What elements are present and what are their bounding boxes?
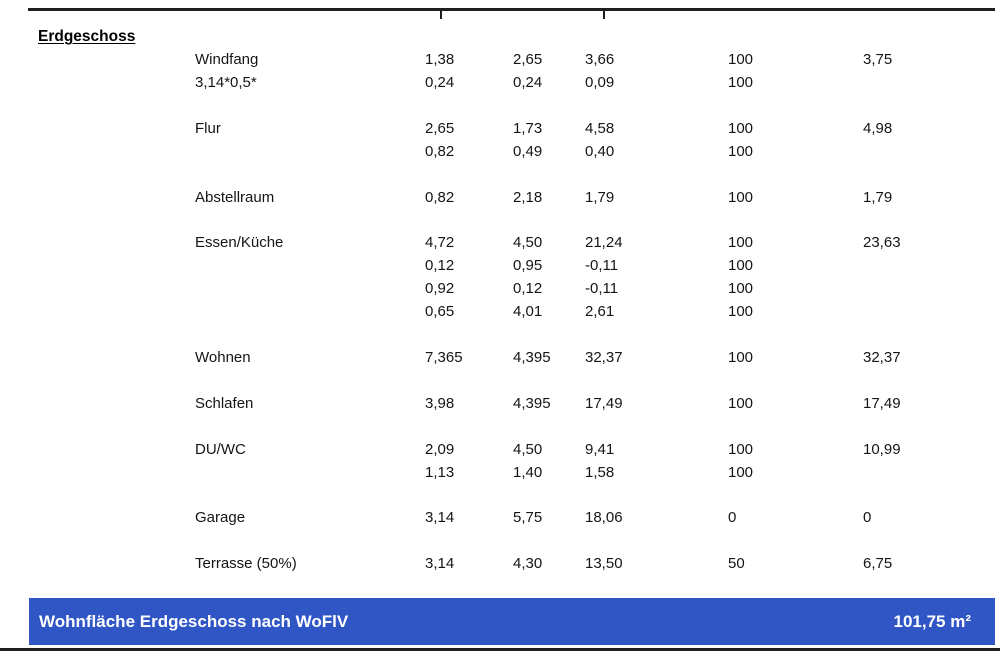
value-cell: 0,24 xyxy=(513,74,543,91)
value-cell: 100 xyxy=(728,303,754,321)
value-cell: 2,65 xyxy=(513,51,543,68)
value-cell: 4,72 xyxy=(425,234,455,252)
table-row xyxy=(0,392,1000,415)
value-cell: 9,41 xyxy=(585,440,615,458)
value-cell: -0,11 xyxy=(585,280,619,298)
summary-banner xyxy=(29,598,995,645)
row-group xyxy=(0,346,1000,369)
value-cell: 100 xyxy=(728,440,754,458)
value-cell: 1,38 xyxy=(425,51,455,68)
value-cell: 17,49 xyxy=(863,394,901,412)
row-group xyxy=(0,186,1000,209)
row-group xyxy=(0,392,1000,415)
value-cell: 100 xyxy=(728,463,754,481)
room-label: Essen/Küche xyxy=(195,234,284,252)
value-cell: 0,92 xyxy=(425,280,455,298)
value-cell: 3,98 xyxy=(425,394,455,412)
row-group xyxy=(0,438,1000,484)
value-cell: 23,63 xyxy=(863,234,901,252)
column-tick xyxy=(603,11,605,19)
value-cell: 100 xyxy=(728,119,754,137)
value-cell: 6,75 xyxy=(863,555,893,572)
value-cell: 21,24 xyxy=(585,234,623,252)
room-label: Flur xyxy=(195,119,221,137)
value-cell: -0,11 xyxy=(585,257,619,275)
value-cell: 100 xyxy=(728,51,754,68)
value-cell: 1,79 xyxy=(863,188,893,206)
value-cell: 100 xyxy=(728,234,754,252)
table-row xyxy=(0,48,1000,71)
value-cell: 3,75 xyxy=(863,51,893,68)
bottom-rule xyxy=(0,648,1000,651)
table-row xyxy=(0,277,1000,300)
room-label: Windfang xyxy=(195,51,259,68)
value-cell: 0 xyxy=(728,509,737,527)
table-row xyxy=(0,346,1000,369)
value-cell: 4,98 xyxy=(863,119,893,137)
value-cell: 100 xyxy=(728,188,754,206)
value-cell: 1,13 xyxy=(425,463,455,481)
value-cell: 3,66 xyxy=(585,51,615,68)
row-group xyxy=(0,231,1000,323)
table-row xyxy=(0,506,1000,529)
value-cell: 5,75 xyxy=(513,509,543,527)
value-cell: 0,49 xyxy=(513,142,543,160)
value-cell: 4,30 xyxy=(513,555,543,572)
value-cell: 10,99 xyxy=(863,440,901,458)
value-cell: 2,61 xyxy=(585,303,615,321)
table-row xyxy=(0,552,1000,575)
value-cell: 0,82 xyxy=(425,188,455,206)
table-row xyxy=(0,461,1000,484)
value-cell: 1,79 xyxy=(585,188,615,206)
table-row xyxy=(0,254,1000,277)
table-row xyxy=(0,140,1000,163)
value-cell: 0,40 xyxy=(585,142,615,160)
value-cell: 4,50 xyxy=(513,440,543,458)
value-cell: 4,395 xyxy=(513,349,551,366)
table-row xyxy=(0,117,1000,140)
table-row xyxy=(0,438,1000,461)
value-cell: 0 xyxy=(863,509,872,527)
value-cell: 0,12 xyxy=(425,257,455,275)
value-cell: 100 xyxy=(728,142,754,160)
value-cell: 0,95 xyxy=(513,257,543,275)
value-cell: 32,37 xyxy=(863,349,901,366)
value-cell: 13,50 xyxy=(585,555,623,572)
value-cell: 100 xyxy=(728,257,754,275)
value-cell: 1,73 xyxy=(513,119,543,137)
value-cell: 2,09 xyxy=(425,440,455,458)
row-group xyxy=(0,552,1000,575)
value-cell: 1,40 xyxy=(513,463,543,481)
value-cell: 2,65 xyxy=(425,119,455,137)
value-cell: 3,14 xyxy=(425,509,455,527)
value-cell: 0,82 xyxy=(425,142,455,160)
row-group xyxy=(0,506,1000,529)
room-label: Schlafen xyxy=(195,394,254,412)
column-tick xyxy=(440,11,442,19)
value-cell: 1,58 xyxy=(585,463,615,481)
value-cell: 4,50 xyxy=(513,234,543,252)
room-label: Terrasse (50%) xyxy=(195,555,297,572)
value-cell: 0,24 xyxy=(425,74,455,91)
value-cell: 32,37 xyxy=(585,349,623,366)
table-row xyxy=(0,186,1000,209)
value-cell: 17,49 xyxy=(585,394,623,412)
value-cell: 50 xyxy=(728,555,745,572)
row-group xyxy=(0,117,1000,163)
summary-label: Wohnfläche Erdgeschoss nach WoFlV xyxy=(39,611,349,631)
table-row xyxy=(0,300,1000,323)
table-row xyxy=(0,71,1000,94)
value-cell: 4,395 xyxy=(513,394,551,412)
summary-value: 101,75 m² xyxy=(893,611,971,631)
value-cell: 7,365 xyxy=(425,349,463,366)
value-cell: 100 xyxy=(728,74,754,91)
table-row xyxy=(0,231,1000,254)
value-cell: 18,06 xyxy=(585,509,623,527)
room-label: 3,14*0,5* xyxy=(195,74,257,91)
room-label: Garage xyxy=(195,509,246,527)
area-table xyxy=(0,48,1000,575)
room-label: Wohnen xyxy=(195,349,251,366)
value-cell: 4,01 xyxy=(513,303,543,321)
value-cell: 0,09 xyxy=(585,74,615,91)
top-rule xyxy=(28,8,995,11)
value-cell: 100 xyxy=(728,349,754,366)
value-cell: 100 xyxy=(728,280,754,298)
value-cell: 2,18 xyxy=(513,188,543,206)
row-group xyxy=(0,48,1000,94)
value-cell: 0,12 xyxy=(513,280,543,298)
value-cell: 3,14 xyxy=(425,555,455,572)
section-heading: Erdgeschoss xyxy=(38,28,136,45)
value-cell: 0,65 xyxy=(425,303,455,321)
value-cell: 4,58 xyxy=(585,119,615,137)
room-label: Abstellraum xyxy=(195,188,275,206)
value-cell: 100 xyxy=(728,394,754,412)
room-label: DU/WC xyxy=(195,440,246,458)
